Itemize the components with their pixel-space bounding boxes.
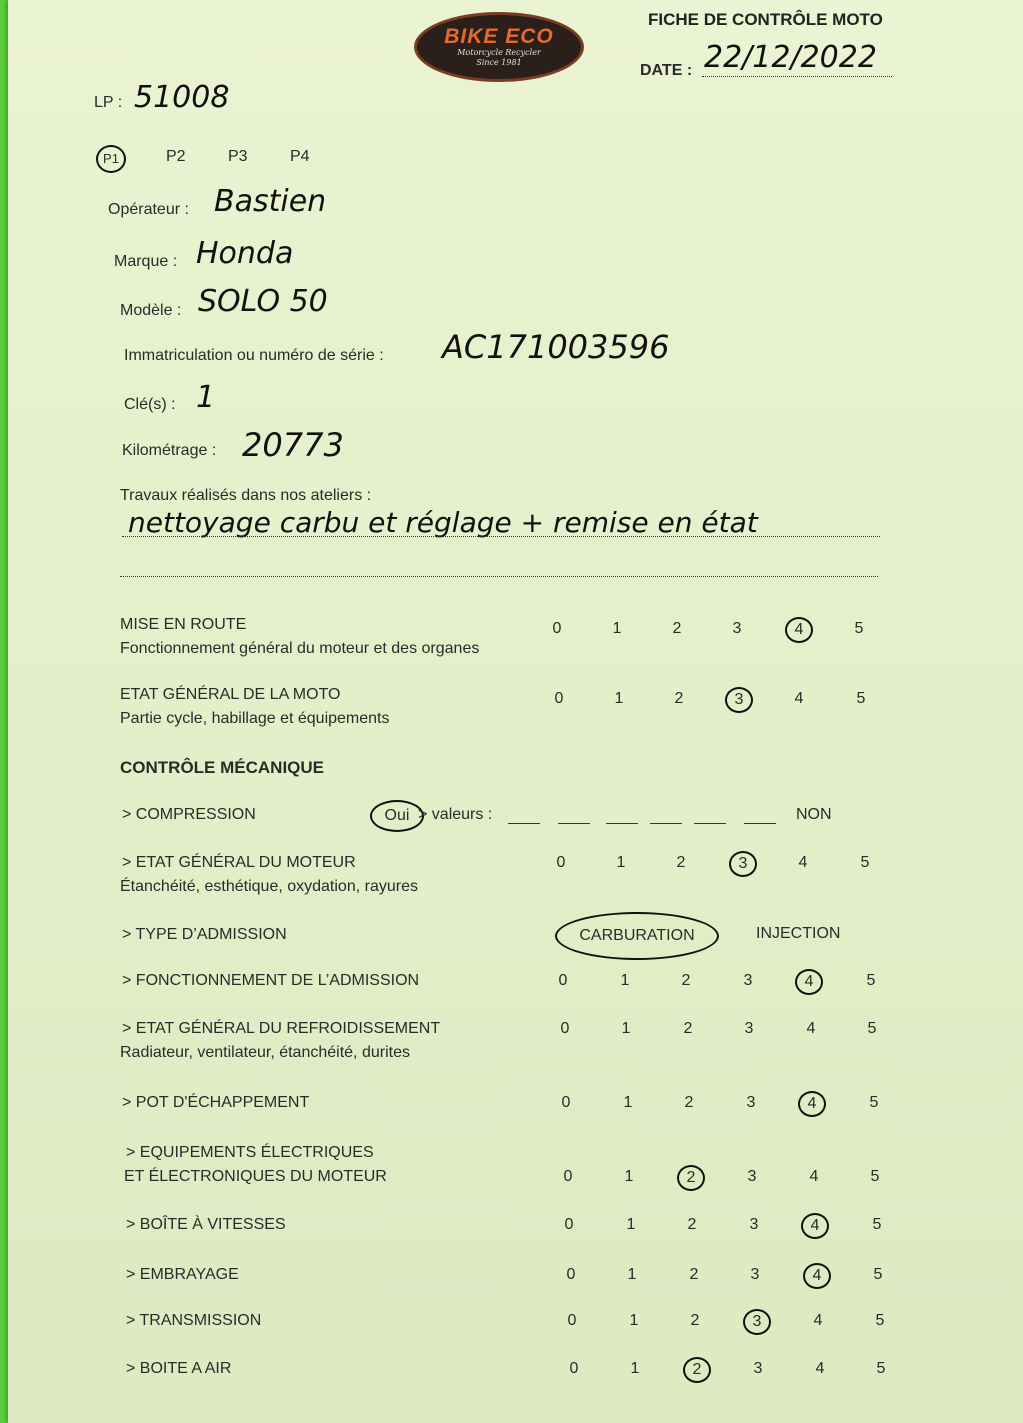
mecanique-item-6-score-4[interactable]: 4: [803, 1263, 831, 1289]
mecanique-item-3-score-3[interactable]: 3: [746, 1094, 756, 1111]
mecanique-item-8-title: > BOITE A AIR: [126, 1360, 232, 1377]
mecanique-item-5-score-0[interactable]: 0: [564, 1216, 574, 1233]
mecanique-item-3-score-2[interactable]: 2: [684, 1094, 694, 1111]
mecanique-item-7-score-5[interactable]: 5: [875, 1312, 885, 1329]
general-item-1-score-3[interactable]: 3: [732, 620, 742, 637]
mecanique-item-8-score-3[interactable]: 3: [753, 1360, 763, 1377]
mecanique-item-8-score-2[interactable]: 2: [683, 1357, 711, 1383]
mecanique-item-2-score-2[interactable]: 2: [683, 1020, 693, 1037]
modele-label: Modèle :: [120, 302, 182, 319]
etat-moteur-score-0[interactable]: 0: [556, 854, 566, 871]
etat-moteur-subtitle: Étanchéité, esthétique, oxydation, rayures: [120, 878, 418, 895]
mecanique-item-4-score-1[interactable]: 1: [624, 1168, 634, 1185]
mecanique-item-5-score-1[interactable]: 1: [626, 1216, 636, 1233]
mecanique-item-1-score-3[interactable]: 3: [743, 972, 753, 989]
mecanique-item-5-score-4[interactable]: 4: [801, 1213, 829, 1239]
mecanique-item-3-score-5[interactable]: 5: [869, 1094, 879, 1111]
general-item-2-title: ETAT GÉNÉRAL DE LA MOTO: [120, 686, 341, 703]
mecanique-item-6-score-2[interactable]: 2: [689, 1266, 699, 1283]
general-item-2-score-1[interactable]: 1: [614, 690, 624, 707]
etat-moteur-title: > ETAT GÉNÉRAL DU MOTEUR: [122, 854, 356, 871]
cles-value[interactable]: 1: [196, 380, 216, 415]
mecanique-item-5-title: > BOÎTE À VITESSES: [126, 1216, 286, 1233]
mecanique-item-4-score-4[interactable]: 4: [809, 1168, 819, 1185]
admission-title: > TYPE D’ADMISSION: [122, 926, 287, 943]
general-item-2-score-3[interactable]: 3: [725, 687, 753, 713]
general-item-1-score-5[interactable]: 5: [854, 620, 864, 637]
p-option-p2[interactable]: P2: [166, 148, 186, 165]
km-value[interactable]: 20773: [242, 426, 344, 464]
admission-injection-option[interactable]: INJECTION: [756, 925, 841, 942]
marque-label: Marque :: [114, 253, 178, 270]
form-title: FICHE DE CONTRÔLE MOTO: [648, 10, 883, 29]
mecanique-item-4-title: > EQUIPEMENTS ÉLECTRIQUES: [126, 1144, 374, 1161]
mecanique-item-6-score-3[interactable]: 3: [750, 1266, 760, 1283]
date-label: DATE :: [640, 62, 693, 79]
mecanique-item-4-score-2[interactable]: 2: [677, 1165, 705, 1191]
mecanique-item-8-score-1[interactable]: 1: [630, 1360, 640, 1377]
travaux-line-1: [122, 536, 880, 537]
logo-sub-text-1: Motorcycle Recycler: [457, 48, 541, 57]
etat-moteur-score-1[interactable]: 1: [616, 854, 626, 871]
p-option-p4[interactable]: P4: [290, 148, 310, 165]
mecanique-item-3-score-0[interactable]: 0: [561, 1094, 571, 1111]
mecanique-item-1-score-5[interactable]: 5: [866, 972, 876, 989]
general-item-1-score-1[interactable]: 1: [612, 620, 622, 637]
admission-carburation-option[interactable]: CARBURATION: [555, 912, 719, 960]
bike-eco-logo: [414, 12, 584, 82]
p-option-p3[interactable]: P3: [228, 148, 248, 165]
control-sheet: [8, 0, 1023, 1423]
compression-non-option[interactable]: NON: [796, 806, 832, 823]
mecanique-item-3-title: > POT D'ÉCHAPPEMENT: [122, 1094, 310, 1111]
travaux-line-2: [120, 576, 878, 577]
logo-main-text: BIKE ECO: [444, 25, 554, 48]
mecanique-item-8-score-0[interactable]: 0: [569, 1360, 579, 1377]
compression-blank-5[interactable]: [694, 823, 726, 824]
lp-label: LP :: [94, 94, 123, 111]
mecanique-item-4-score-3[interactable]: 3: [747, 1168, 757, 1185]
mecanique-item-2-score-4[interactable]: 4: [806, 1020, 816, 1037]
modele-value[interactable]: SOLO 50: [198, 284, 328, 319]
mecanique-item-6-score-1[interactable]: 1: [627, 1266, 637, 1283]
mecanique-item-3-score-1[interactable]: 1: [623, 1094, 633, 1111]
general-item-1-subtitle: Fonctionnement général du moteur et des organes: [120, 640, 480, 657]
km-label: Kilométrage :: [122, 442, 217, 459]
travaux-value[interactable]: nettoyage carbu et réglage + remise en état: [128, 506, 758, 539]
operateur-value[interactable]: Bastien: [214, 184, 327, 219]
mecanique-item-5-score-2[interactable]: 2: [687, 1216, 697, 1233]
compression-blank-1[interactable]: [508, 823, 540, 824]
mecanique-item-7-score-4[interactable]: 4: [813, 1312, 823, 1329]
mecanique-item-2-score-3[interactable]: 3: [744, 1020, 754, 1037]
cles-label: Clé(s) :: [124, 396, 176, 413]
mecanique-item-4-score-5[interactable]: 5: [870, 1168, 880, 1185]
date-line: [702, 76, 892, 77]
mecanique-item-1-score-0[interactable]: 0: [558, 972, 568, 989]
immat-value[interactable]: AC171003596: [442, 328, 670, 366]
date-value[interactable]: 22/12/2022: [704, 40, 877, 75]
general-item-1-score-2[interactable]: 2: [672, 620, 682, 637]
compression-blank-6[interactable]: [744, 823, 776, 824]
mecanique-item-1-score-4[interactable]: 4: [795, 969, 823, 995]
mecanique-item-7-title: > TRANSMISSION: [126, 1312, 262, 1329]
p-option-p1[interactable]: P1: [96, 145, 126, 173]
general-item-1-title: MISE EN ROUTE: [120, 616, 247, 633]
mecanique-item-2-score-5[interactable]: 5: [867, 1020, 877, 1037]
compression-blank-3[interactable]: [606, 823, 638, 824]
mecanique-item-2-title: > ETAT GÉNÉRAL DU REFROIDISSEMENT: [122, 1020, 441, 1037]
etat-moteur-score-2[interactable]: 2: [676, 854, 686, 871]
mecanique-item-5-score-5[interactable]: 5: [872, 1216, 882, 1233]
operateur-label: Opérateur :: [108, 201, 189, 218]
general-item-2-score-2[interactable]: 2: [674, 690, 684, 707]
mecanique-item-2-score-0[interactable]: 0: [560, 1020, 570, 1037]
mecanique-item-2-score-1[interactable]: 1: [621, 1020, 631, 1037]
compression-valeurs-label: > valeurs :: [418, 806, 493, 823]
mecanique-item-1-score-1[interactable]: 1: [620, 972, 630, 989]
general-item-2-score-0[interactable]: 0: [554, 690, 564, 707]
general-item-2-subtitle: Partie cycle, habillage et équipements: [120, 710, 390, 727]
mecanique-item-6-title: > EMBRAYAGE: [126, 1266, 239, 1283]
mecanique-item-7-score-0[interactable]: 0: [567, 1312, 577, 1329]
marque-value[interactable]: Honda: [196, 236, 294, 271]
mecanique-item-5-score-3[interactable]: 3: [749, 1216, 759, 1233]
general-item-2-score-5[interactable]: 5: [856, 690, 866, 707]
general-item-1-score-4[interactable]: 4: [785, 617, 813, 643]
etat-moteur-score-4[interactable]: 4: [798, 854, 808, 871]
logo-sub-text-2: Since 1981: [476, 58, 522, 67]
mecanique-item-7-score-3[interactable]: 3: [743, 1309, 771, 1335]
mecanique-item-3-score-4[interactable]: 4: [798, 1091, 826, 1117]
mecanique-item-7-score-1[interactable]: 1: [629, 1312, 639, 1329]
compression-title: > COMPRESSION: [122, 806, 256, 823]
compression-blank-4[interactable]: [650, 823, 682, 824]
mecanique-item-6-score-0[interactable]: 0: [566, 1266, 576, 1283]
mecanique-item-1-title: > FONCTIONNEMENT DE L’ADMISSION: [122, 972, 420, 989]
etat-moteur-score-5[interactable]: 5: [860, 854, 870, 871]
mecanique-item-6-score-5[interactable]: 5: [873, 1266, 883, 1283]
travaux-label: Travaux réalisés dans nos ateliers :: [120, 487, 372, 504]
etat-moteur-score-3[interactable]: 3: [729, 851, 757, 877]
mecanique-item-1-score-2[interactable]: 2: [681, 972, 691, 989]
mecanique-item-8-score-5[interactable]: 5: [876, 1360, 886, 1377]
mecanique-item-7-score-2[interactable]: 2: [690, 1312, 700, 1329]
immat-label: Immatriculation ou numéro de série :: [124, 347, 384, 364]
compression-oui-option[interactable]: Oui: [370, 800, 424, 832]
mecanique-item-8-score-4[interactable]: 4: [815, 1360, 825, 1377]
general-item-1-score-0[interactable]: 0: [552, 620, 562, 637]
mecanique-item-2-subtitle: Radiateur, ventilateur, étanchéité, durites: [120, 1044, 410, 1061]
mecanique-item-4-subtitle: ET ÉLECTRONIQUES DU MOTEUR: [124, 1168, 387, 1185]
mecanique-title: CONTRÔLE MÉCANIQUE: [120, 758, 324, 777]
compression-blank-2[interactable]: [558, 823, 590, 824]
lp-value[interactable]: 51008: [134, 80, 230, 115]
general-item-2-score-4[interactable]: 4: [794, 690, 804, 707]
mecanique-item-4-score-0[interactable]: 0: [563, 1168, 573, 1185]
